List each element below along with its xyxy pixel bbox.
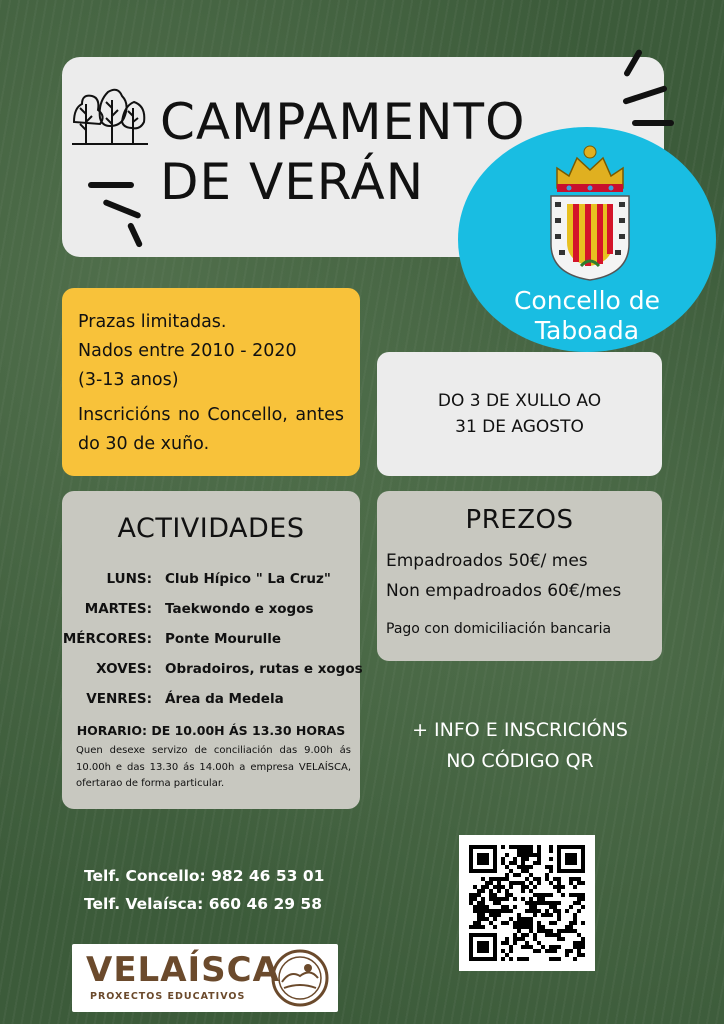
activities-card [62,491,363,809]
title-line-2: DE VERÁN [160,153,425,211]
velaisca-logo [72,944,338,1012]
more-info [380,715,660,777]
activity-place: Taekwondo e xogos [165,601,314,617]
info-card [62,288,360,476]
concello-name-line-1: Concello de [513,286,661,315]
dates-line-2: 31 DE AGOSTO [455,417,584,437]
activities-title: ACTIVIDADES [117,513,305,544]
concello-name-line-2: Taboada [534,316,640,345]
phone-velaisca[interactable]: Telf. Velaísca: 660 46 29 58 [84,895,322,913]
qr-code-card[interactable] [459,835,595,971]
activity-day: LUNS: [106,571,152,587]
schedule: HORARIO: DE 10.00H ÁS 13.30 HORAS [76,723,346,738]
contact-phones [84,862,324,918]
activity-day: MÉRCORES: [62,631,152,647]
logo-name: VELAÍSCA [86,950,280,990]
schedule-note: Quen desexe servizo de conciliación das 9.00h ás 10.00h e das 13.30 ás 14.00h a empresa VELAÍSCA, ofertarao de forma particular. [76,745,351,789]
activity-day: MARTES: [84,601,152,617]
activity-place: Club Hípico " La Cruz" [165,571,331,587]
prices-title: PREZOS [465,505,574,535]
info-birth-years: Nados entre 2010 - 2020 [78,341,297,361]
dates-line-1: DO 3 DE XULLO AO [437,391,602,411]
more-info-line-1: + INFO E INSCRICIÓNS [412,719,628,741]
dates-card [377,352,662,476]
info-limited: Prazas limitadas. [78,312,227,332]
info-ages: (3-13 anos) [78,370,179,390]
title-line-1: CAMPAMENTO [160,93,526,151]
activity-place: Ponte Mourulle [165,631,282,647]
concello-name [470,286,704,346]
decor-dash [632,120,674,126]
qr-code-icon[interactable] [469,845,585,961]
velaisca-emblem-icon [270,948,330,1008]
payment-method: Pago con domiciliación bancaria [386,621,612,637]
info-inscription: Inscricións no Concello, antes do 30 de xuño. [78,405,344,454]
activity-day: XOVES: [96,661,152,677]
price-non-registered: Non empadroados 60€/mes [386,581,622,601]
coat-of-arms-icon [547,140,633,282]
activity-day: VENRES: [86,691,152,707]
trees-icon [70,78,150,146]
activity-place: Área da Medela [165,691,284,707]
prices-card [377,491,662,661]
decor-dash [88,182,134,188]
logo-tagline: PROXECTOS EDUCATIVOS [90,991,246,1002]
activity-place: Obradoiros, rutas e xogos [165,661,363,677]
phone-concello[interactable]: Telf. Concello: 982 46 53 01 [84,867,325,885]
more-info-line-2: NO CÓDIGO QR [446,750,594,772]
price-registered: Empadroados 50€/ mes [386,551,588,571]
